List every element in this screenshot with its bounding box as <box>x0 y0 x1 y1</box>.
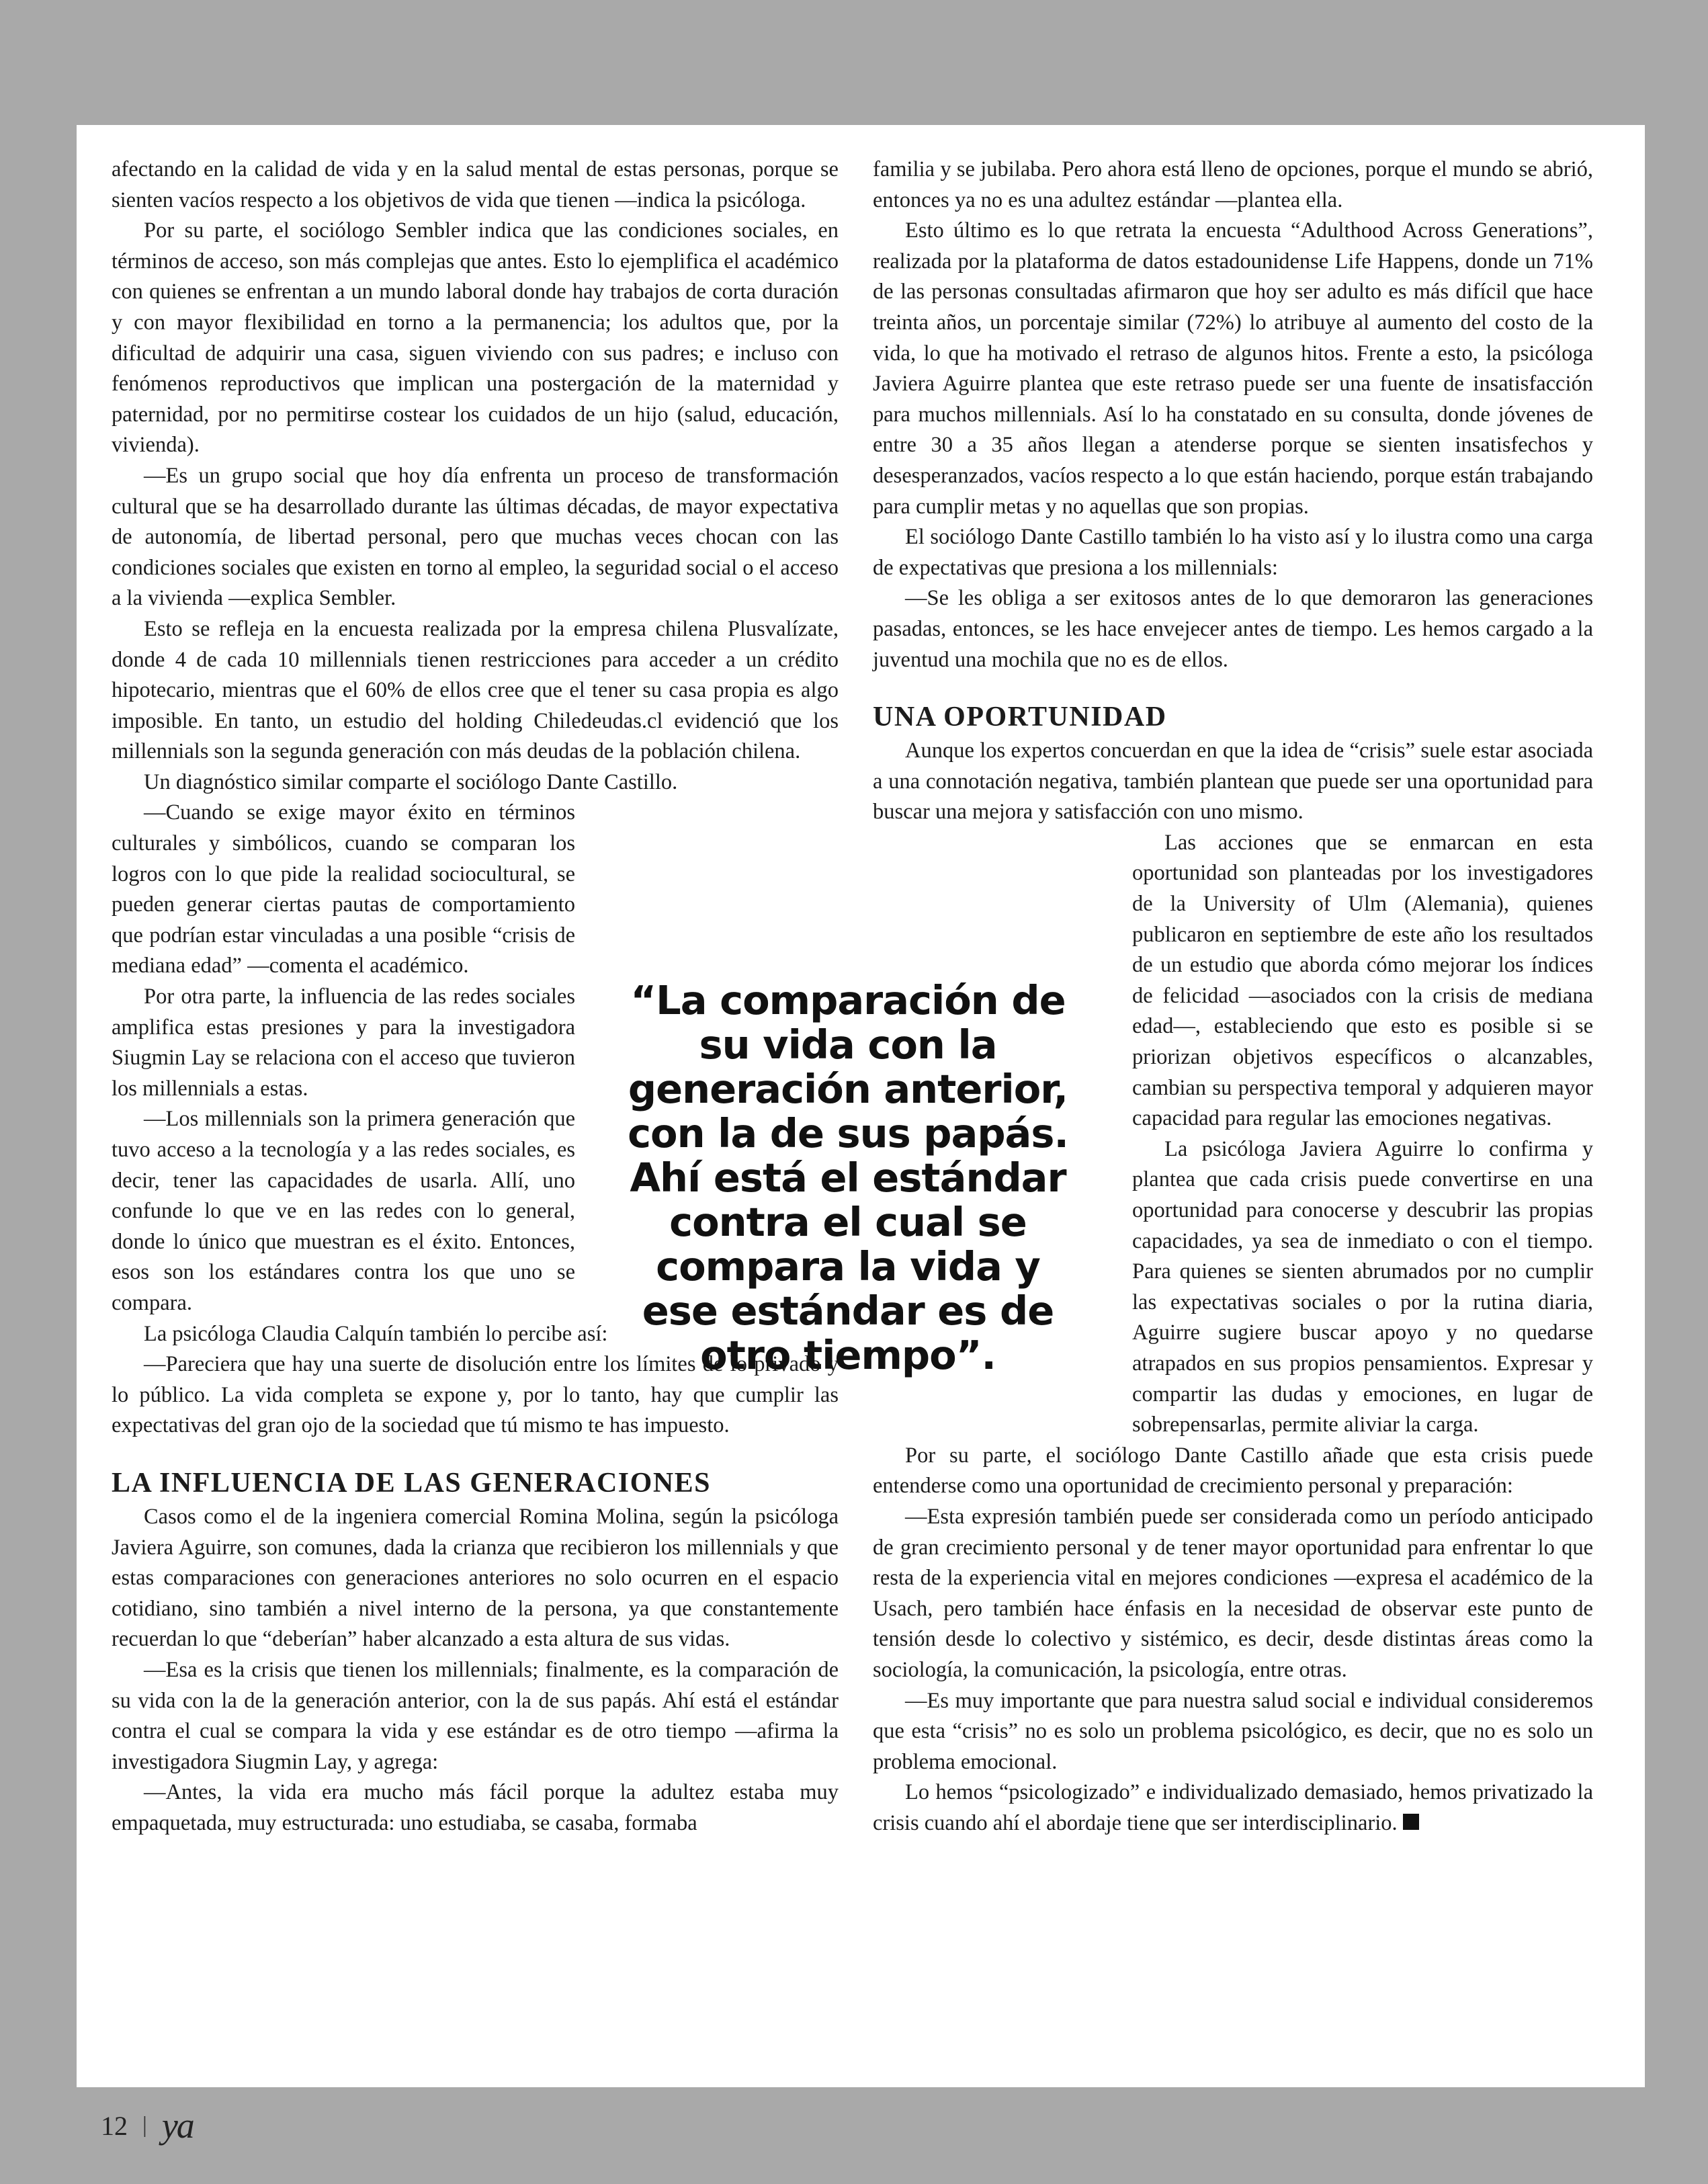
page-number: 12 <box>101 2110 128 2141</box>
paragraph: Las acciones que se enmarcan en esta oportunidad son planteadas por los investigadores de la University of Ulm (Alemania), quienes publicaron en septiembre de este año los resultados de un estudio que aborda cómo mejorar los índices de felicidad —asociados con la crisis de mediana edad—, estableciendo que esto es posible si se priorizan objetivos específicos o alcanzables, cambian su perspectiva temporal y adquieren mayor capacidad para regular las emociones negativas. <box>1132 830 1593 1131</box>
paragraph: Por otra parte, la influencia de las redes sociales amplifica estas presiones y para la investigadora Siugmin Lay se relaciona con el acceso que tuvieron los millennials a estas. <box>112 984 575 1101</box>
final-paragraph-text: Lo hemos “psicologizado” e individualizado demasiado, hemos privatizado la crisis cuando ahí el abordaje tiene que ser interdisciplinario. <box>873 1780 1593 1835</box>
section-heading: UNA OPORTUNIDAD <box>873 702 1167 733</box>
paragraph: Aunque los expertos concuerdan en que la idea de “crisis” suele estar asociada a una connotación negativa, también plantean que puede ser una oportunidad para buscar una mejora y satisfacción con uno mismo. <box>873 739 1593 825</box>
footer-separator: | <box>142 2113 147 2138</box>
paragraph: afectando en la calidad de vida y en la salud mental de estas personas, porque se sienten vacíos respecto a los objetivos de vida que tienen —indica la psicóloga. <box>112 157 839 212</box>
paragraph: Por su parte, el sociólogo Dante Castillo añade que esta crisis puede entenderse como una oportunidad de crecimiento personal y preparación: <box>873 1443 1593 1499</box>
paragraph: —Es muy importante que para nuestra salud social e individual consideremos que esta “crisis” no es solo un problema psicológico, es decir, que no es solo un problema emocional. <box>873 1688 1593 1774</box>
paragraph: Esto último es lo que retrata la encuesta “Adulthood Across Generations”, realizada por la plataforma de datos estadounidense Life Happens, donde un 71% de las personas consultadas afirmaron que hoy ser adulto es más difícil que hace treinta años, un porcentaje similar (72%) lo atribuye al aumento del costo de la vida, lo que ha motivado el retraso de algunos hitos. Frente a esto, la psicóloga Javiera Aguirre plantea que este retraso puede ser una fuente de insatisfacción para muchos millennials. Así lo ha constatado en su consulta, donde jóvenes de entre 30 a 35 años llegan a atenderse porque se sienten insatisfechos y desesperanzados, vacíos respecto a lo que están haciendo, porque están trabajando para cumplir metas y no aquellas que son propias. <box>873 218 1593 519</box>
paragraph: El sociólogo Dante Castillo también lo ha visto así y lo ilustra como una carga de expectativas que presiona a los millennials: <box>873 525 1593 580</box>
page-footer <box>101 2105 194 2146</box>
paragraph: La psicóloga Claudia Calquín también lo percibe así: <box>144 1321 608 1346</box>
paragraph: Un diagnóstico similar comparte el sociólogo Dante Castillo. <box>144 769 678 794</box>
magazine-page <box>77 125 1645 2087</box>
pull-quote: “La comparación de su vida con la generación anterior, con la de sus papás. Ahí está el estándar contra el cual se compara la vida y ese estándar es de otro tiempo”. <box>628 977 1068 1378</box>
paragraph: Esto se refleja en la encuesta realizada por la empresa chilena Plusvalízate, donde 4 de cada 10 millennials tienen restricciones para acceder a un crédito hipotecario, mientras que el 60% de ellos cree que el tener su casa propia es algo imposible. En tanto, un estudio del holding Chiledeudas.cl evidenció que los millennials son la segunda generación con más deudas de la población chilena. <box>112 616 839 764</box>
paragraph: —Se les obliga a ser exitosos antes de lo que demoraron las generaciones pasadas, entonces, se les hace envejecer antes de tiempo. Les hemos cargado a la juventud una mochila que no es de ellos. <box>873 586 1593 672</box>
section-heading: LA INFLUENCIA DE LAS GENERACIONES <box>112 1467 712 1499</box>
paragraph: Casos como el de la ingeniera comercial Romina Molina, según la psicóloga Javiera Aguirre, son comunes, dada la crianza que recibieron los millennials y que estas comparaciones con generaciones anteriores no solo ocurren en el espacio cotidiano, sino también a nivel interno de la persona, ya que constantemente recuerdan lo que “deberían” haber alcanzado a esta altura de sus vidas. <box>112 1504 839 1652</box>
paragraph: —Esta expresión también puede ser considerada como un período anticipado de gran crecimiento personal y de tener mayor oportunidad para enfrentar lo que resta de la experiencia vital en mejores condiciones —expresa el académico de la Usach, pero también hace énfasis en la necesidad de observar este punto de tensión desde lo colectivo y sistémico, es decir, desde distintas áreas como la sociología, la comunicación, la psicología, entre otras. <box>873 1504 1593 1682</box>
paragraph: —Es un grupo social que hoy día enfrenta un proceso de transformación cultural que se ha desarrollado durante las últimas décadas, de mayor expectativa de autonomía, de libertad personal, pero que muchas veces chocan con las condiciones sociales que existen en torno al empleo, la seguridad social o el acceso a la vivienda —explica Sembler. <box>112 463 839 611</box>
paragraph: La psicóloga Javiera Aguirre lo confirma y plantea que cada crisis puede convertirse en una oportunidad para conocerse y descubrir las propias capacidades, ya sea de inmediato o con el tiempo. Para quienes se sienten abrumados por no cumplir las expectativas sociales o por la rutina diaria, Aguirre sugiere buscar apoyo y no quedarse atrapados en sus propios pensamientos. Expresar y compartir las dudas y emociones, en lugar de sobrepensarlas, permite aliviar la carga. <box>1132 1136 1593 1437</box>
paragraph <box>873 1777 1593 1839</box>
paragraph: —Cuando se exige mayor éxito en términos culturales y simbólicos, cuando se comparan los logros con lo que pide la realidad sociocultural, se pueden generar ciertas pautas de comportamiento que podrían estar vinculadas a una posible “crisis de mediana edad” —comenta el académico. <box>112 800 575 978</box>
paragraph: —Esa es la crisis que tienen los millennials; finalmente, es la comparación de su vida con la de la generación anterior, con la de sus papás. Ahí está el estándar contra el cual se compara la vida y ese estándar es de otro tiempo —afirma la investigadora Siugmin Lay, y agrega: <box>112 1657 839 1774</box>
paragraph: familia y se jubilaba. Pero ahora está lleno de opciones, porque el mundo se abrió, entonces ya no es una adultez estándar —plantea ella. <box>873 157 1593 212</box>
paragraph: Por su parte, el sociólogo Sembler indica que las condiciones sociales, en términos de acceso, son más complejas que antes. Esto lo ejemplifica el académico con quienes se enfrentan a un mundo laboral donde hay trabajos de corta duración y con mayor flexibilidad en torno a la permanencia; los adultos que, por la dificultad de adquirir una casa, siguen viviendo con sus padres; e incluso con fenómenos reproductivos que implican una postergación de la maternidad y paternidad, por no permitirse costear los cuidados de un hijo (salud, educación, vivienda). <box>112 218 839 458</box>
paragraph: —Pareciera que hay una suerte de disolución entre los límites de lo privado y lo público. La vida completa se expone y, por lo tanto, hay que cumplir las expectativas del gran ojo de la sociedad que tú mismo te has impuesto. <box>112 1352 839 1438</box>
end-mark-icon <box>1403 1814 1419 1830</box>
magazine-logo: ya <box>161 2105 194 2146</box>
paragraph: —Los millennials son la primera generación que tuvo acceso a la tecnología y a las redes sociales, es decir, tener las capacidades de usarla. Allí, uno confunde lo que ve en las redes con lo general, donde lo único que muestran es el éxito. Entonces, esos son los estándares contra los que uno se compara. <box>112 1107 575 1315</box>
paragraph: —Antes, la vida era mucho más fácil porque la adultez estaba muy empaquetada, muy estructurada: uno estudiaba, se casaba, formaba <box>112 1780 839 1835</box>
